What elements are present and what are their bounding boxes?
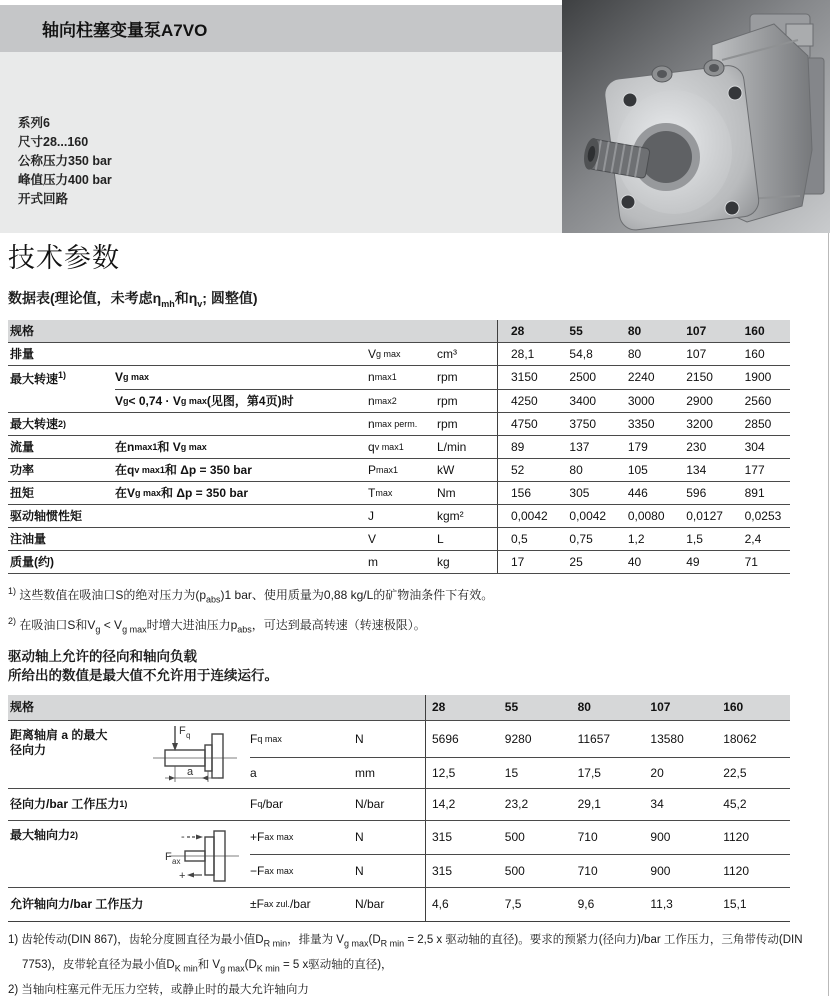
footnote-2: $^{2)}$ 在吸油口S和$V_g < V_{g max}$时增大进油压力$p_{abs}$，可达到最高转速（转速极限）。 [8,616,426,635]
value-cell: 80 [627,346,642,361]
value-cell: 179 [627,439,648,454]
row-axial-force: 最大轴向力 2) F ax - + +F ax max N 315 500 710 900 1120 −F ax max N 315 500 710 900 1120 [8,821,790,888]
value-cell: 107 [686,323,707,338]
value-cell: 1,5 [686,531,703,546]
subrow-nmax2: V g < 0,74 · V g max (见图，第4页)时 n max2 rpm 4250 3400 3000 2900 2560 [115,389,790,412]
value-cell: 3750 [569,416,597,431]
subrow-distance-a: a mm 12,5 15 17,5 20 22,5 [250,757,790,788]
value-cell: 2240 [627,370,655,385]
data-table-note: 数据表(理论值，未考虑$\eta_{mh}$和$\eta_v$; 圆整值) [8,290,258,309]
loads-heading-line2: 所给出的数值是最大值不允许用于连续运行。 [8,667,278,683]
value-cell: 3200 [686,416,713,431]
value-cell: 71 [744,554,758,569]
main-content [0,236,830,996]
value-cell: 305 [569,485,590,500]
value-cell: 15,1 [723,897,747,912]
value-cell: 2500 [569,370,597,385]
info-line: 系列6 [18,116,50,130]
value-cell: 3400 [569,393,597,408]
table1-header-row [8,320,790,343]
table1-header-label: 规格 [10,324,35,339]
table1-footnotes [8,586,830,635]
value-cell: 2850 [744,416,772,431]
value-cell: 156 [511,485,532,500]
value-cell: 160 [723,700,744,715]
loads-heading-line1: 驱动轴上允许的径向和轴向负载 [8,648,197,664]
value-cell: 12,5 [432,765,456,780]
table2-header-sizes [425,695,790,720]
value-cell: 18062 [723,731,757,746]
value-cell: 23,2 [504,797,529,812]
value-cell: 500 [504,863,525,878]
value-cell: 7,5 [504,897,522,912]
value-cell: 900 [650,830,671,845]
subrow-nmax1: V g max n max1 rpm 3150 2500 2240 2150 1900 [115,366,790,389]
value-cell: 0,5 [511,531,528,546]
value-cell: 315 [432,863,453,878]
value-cell: 137 [569,439,590,454]
value-cell: 105 [627,462,648,477]
value-cell: 13580 [650,731,684,746]
svg-text:-: - [181,830,185,843]
section-title: 技术参数 [8,243,120,273]
technical-data-table [8,320,790,574]
info-line: 公称压力350 bar [18,154,112,168]
value-cell: 34 [650,797,664,812]
value-cell: 710 [577,830,598,845]
svg-text:F: F [179,725,186,738]
table1-header-sizes [497,320,790,342]
svg-text:+: + [179,869,186,882]
page-title-text: 轴向柱塞变量泵A7VO [42,21,208,40]
value-cell: 28,1 [511,346,535,361]
value-cell: 28 [432,700,446,715]
value-cell: 89 [511,439,525,454]
value-cell: 40 [627,554,642,569]
value-cell: 5696 [432,731,459,746]
value-cell: 0,0080 [627,508,665,523]
value-cell: 25 [569,554,583,569]
row-mass: 质量(约) m kg 17 25 40 49 71 [8,551,790,574]
product-photo [562,0,830,233]
value-cell: 0,0127 [686,508,723,523]
value-cell: 446 [627,485,648,500]
row-power: 功率 在q v max1 和 Δp = 350 bar P max1 kW 52 80 105 134 177 [8,459,790,482]
value-cell: 0,0253 [744,508,782,523]
value-cell: 1120 [723,863,749,878]
value-cell: 3350 [627,416,655,431]
info-line: 尺寸28...160 [18,135,89,149]
row-max-speed-2: 最大转速 2) n max perm. rpm 4750 3750 3350 3200 2850 [8,413,790,436]
pump-image [562,0,830,233]
value-cell: 55 [569,323,583,338]
value-cell: 45,2 [723,797,747,812]
value-cell: 28 [511,323,525,338]
value-cell: 3000 [627,393,655,408]
row-radial-force: 距离轴肩 a 的最大 径向力 F q a F q max N 5696 9280 11657 13580 18062 a mm 12,5 15 17,5 20 22,5 [8,721,790,789]
value-cell: 1,2 [627,531,645,546]
value-cell: 80 [577,700,591,715]
bottom-notes [8,929,823,996]
value-cell: 11657 [577,731,611,746]
value-cell: 230 [686,439,707,454]
banner-left [0,0,562,233]
row-radial-per-bar: 径向力/bar 工作压力 1) F q /bar N/bar 14,2 23,2 29,1 34 45,2 [8,789,790,821]
svg-text:ax: ax [172,856,181,866]
value-cell: 15 [504,765,519,780]
value-cell: 4750 [511,416,538,431]
row-flow: 流量 在n max1 和 V g max q v max1 L/min 89 137 179 230 304 [8,436,790,459]
value-cell: 1120 [723,830,749,845]
value-cell: 2560 [744,393,772,408]
value-cell: 3150 [511,370,538,385]
loads-heading [8,647,830,685]
value-cell: 315 [432,830,453,845]
page-right-border [828,233,829,996]
top-banner [0,0,830,233]
subrow-fax-minus: −F ax max N 315 500 710 900 1120 [250,854,790,887]
bottom-note-1: 1) 齿轮传动(DIN 867)，齿轮分度圆直径为最小值$D_{R min}$，排量为 $V_{g max}(D_{R min} = 2,5$ x 驱动轴的直径)。要求的预紧力(径向力)/bar 工作压力，三角带传动(DIN 7753)，皮带轮直径为最小值$D_{K min}$和 $V_{g max}(D_{K min} = 5$ x驱动轴的直径)， [8,933,803,974]
value-cell: 9,6 [577,897,595,912]
svg-text:q: q [186,731,191,741]
value-cell: 0,0042 [511,508,548,523]
value-cell: 20 [650,765,664,780]
value-cell: 500 [504,830,525,845]
info-line: 峰值压力400 bar [18,173,112,187]
value-cell: 0,75 [569,531,593,546]
info-line: 开式回路 [18,192,69,206]
value-cell: 80 [569,462,583,477]
value-cell: 11,3 [650,897,673,912]
row-max-speed-1: 最大转速 1) V g max n max1 rpm 3150 2500 2240 2150 1900 V g < 0,74 · V g max (见图，第4页)时 n max2 rpm 4250 3400 3000 2900 2560 [8,366,790,413]
value-cell: 80 [627,323,642,338]
row-torque: 扭矩 在V g max 和 Δp = 350 bar T max Nm 156 305 446 596 891 [8,482,790,505]
axial-force-diagram [140,821,250,887]
value-cell: 49 [686,554,700,569]
value-cell: 596 [686,485,707,500]
value-cell: 304 [744,439,765,454]
value-cell: 17 [511,554,525,569]
value-cell: 107 [686,346,707,361]
value-cell: 0,0042 [569,508,607,523]
value-cell: 177 [744,462,765,477]
table2-header-row [8,695,790,721]
value-cell: 107 [650,700,671,715]
value-cell: 29,1 [577,797,601,812]
value-cell: 17,5 [577,765,601,780]
value-cell: 2,4 [744,531,762,546]
value-cell: 4,6 [432,897,449,912]
svg-text:F: F [165,850,172,863]
row-inertia: 驱动轴惯性矩 J kgm² 0,0042 0,0042 0,0080 0,0127 0,0253 [8,505,790,528]
value-cell: 22,5 [723,765,747,780]
subrow-fqmax: F q max N 5696 9280 11657 13580 18062 [250,721,790,757]
svg-text:a: a [187,766,194,779]
value-cell: 9280 [504,731,532,746]
value-cell: 52 [511,462,525,477]
value-cell: 134 [686,462,707,477]
value-cell: 160 [744,346,765,361]
value-cell: 2150 [686,370,713,385]
value-cell: 1900 [744,370,772,385]
radial-force-diagram [140,721,250,788]
value-cell: 14,2 [432,797,456,812]
row-axial-per-bar: 允许轴向力/bar 工作压力 ±F ax zul. /bar N/bar 4,6 7,5 9,6 11,3 15,1 [8,888,790,922]
bottom-note-2: 2) 当轴向柱塞元件无压力空转，或静止时的最大允许轴向力 [8,984,309,996]
value-cell: 4250 [511,393,538,408]
footnote-1: $^{1)}$ 这些数值在吸油口S的绝对压力为$(p_{abs})1$ bar、使用质量为0,88 kg/L的矿物油条件下有效。 [8,585,494,605]
table2-header-label: 规格 [10,699,35,714]
row-displacement: 排量 V g max cm³ 28,1 54,8 80 107 160 [8,343,790,366]
value-cell: 710 [577,863,598,878]
subrow-fax-plus: +F ax max N 315 500 710 900 1120 [250,821,790,854]
value-cell: 900 [650,863,671,878]
value-cell: 2900 [686,393,713,408]
value-cell: 55 [504,700,519,715]
row-fill-volume: 注油量 V L 0,5 0,75 1,2 1,5 2,4 [8,528,790,551]
value-cell: 54,8 [569,346,593,361]
value-cell: 891 [744,485,765,500]
value-cell: 160 [744,323,765,338]
page-title [0,5,562,52]
loads-table [8,695,790,922]
product-info [0,52,562,233]
